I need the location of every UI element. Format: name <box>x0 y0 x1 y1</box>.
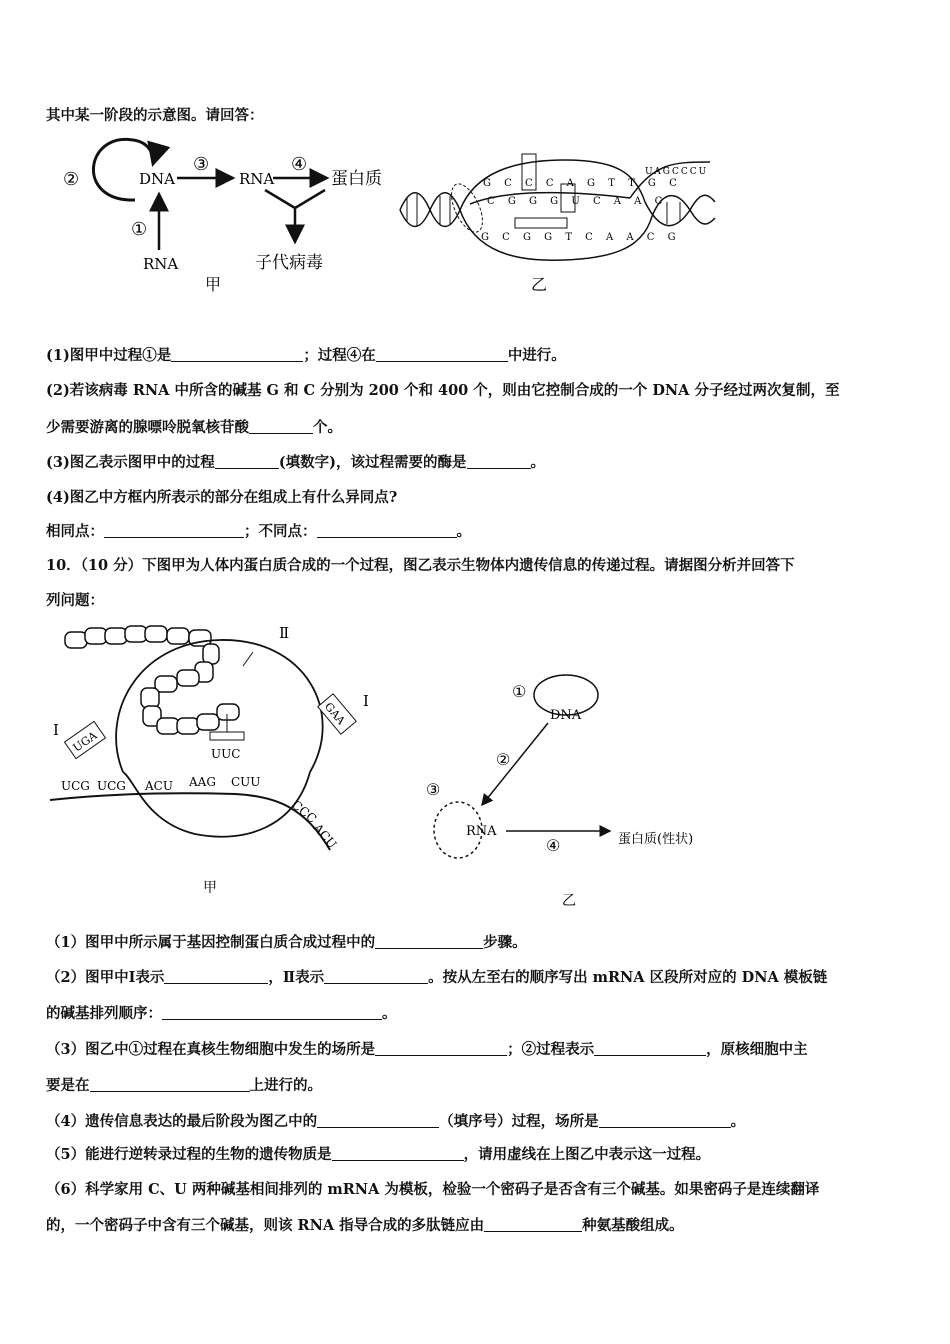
q10-s3b: 要是在 上进行的。 <box>46 1077 322 1094</box>
blank-q9-3a[interactable] <box>215 454 279 469</box>
q9-2a: (2)若该病毒 RNA 中所含的碱基 G 和 C 分别为 200 个和 400 个，则由它控制合成的一个 DNA 分子经过两次复制，至 <box>46 382 840 399</box>
q9-4: (4)图乙中方框内所表示的部分在组成上有什么异同点? <box>46 489 398 506</box>
figure-c <box>45 622 390 902</box>
q9-1: (1)图甲中过程①是 ；过程④在 中进行。 <box>46 347 566 364</box>
fig-a-protein: 蛋白质 <box>331 169 382 189</box>
blank-q10-4b[interactable] <box>599 1113 731 1128</box>
fig-a-dna: DNA <box>139 170 175 188</box>
blank-q9-3b[interactable] <box>467 454 531 469</box>
blank-q10-2b[interactable] <box>324 969 428 984</box>
fig-c-trna-right: GAA <box>321 700 348 728</box>
blank-q10-1[interactable] <box>375 934 483 949</box>
blank-q10-2a[interactable] <box>164 969 268 984</box>
q10-s6a: （6）科学家用 C、U 两种碱基相间排列的 mRNA 为模板，检验一个密码子是否含有三个碱基。如果密码子是连续翻译 <box>46 1181 820 1198</box>
q9-2b: 少需要游离的腺嘌呤脱氧核苷酸 个。 <box>46 419 342 436</box>
intro-text: 其中某一阶段的示意图。请回答： <box>46 107 264 124</box>
fig-c-label1b: Ⅰ <box>363 692 369 710</box>
fig-d-rna: RNA <box>466 824 497 839</box>
q10-s3: （3）图乙中①过程在真核生物细胞中发生的场所是 ；②过程表示 ，原核细胞中主 <box>46 1041 808 1058</box>
fig-c-codon-7: ACU <box>310 820 340 852</box>
fig-c-label2: Ⅱ <box>279 624 290 642</box>
fig-a-n1: ① <box>131 219 148 240</box>
fig-c-codon-5: CUU <box>231 775 261 789</box>
blank-q10-3b[interactable] <box>594 1041 706 1056</box>
q10-s1: （1）图甲中所示属于基因控制蛋白质合成过程中的 步骤。 <box>46 934 527 951</box>
figure-a <box>55 132 400 297</box>
fig-b-middle-strand: C G G G U C A A C <box>487 196 668 207</box>
fig-c-caption: 甲 <box>203 880 217 896</box>
blank-q10-6[interactable] <box>484 1217 582 1232</box>
fig-a-n2: ② <box>63 169 80 190</box>
q10-head: 10．（10 分）下图甲为人体内蛋白质合成的一个过程，图乙表示生物体内遗传信息的传递过程。请据图分析并回答下 <box>46 557 795 574</box>
q10-s6b: 的，一个密码子中含有三个碱基，则该 RNA 指导合成的多肽链应由 种氨基酸组成。 <box>46 1217 684 1234</box>
fig-c-trna-center: UUC <box>211 747 241 761</box>
q10-s2b: 的碱基排列顺序： 。 <box>46 1005 397 1022</box>
fig-d-dna: DNA <box>550 708 582 723</box>
blank-q10-5[interactable] <box>332 1146 464 1161</box>
q10-s5: （5）能进行逆转录过程的生物的遗传物质是 ，请用虚线在上图乙中表示这一过程。 <box>46 1146 711 1163</box>
fig-d-caption: 乙 <box>562 893 576 909</box>
fig-c-codon-3: ACU <box>145 779 173 793</box>
fig-c-codon-2: UCG <box>97 779 126 793</box>
blank-q9-1a[interactable] <box>171 347 303 362</box>
q9-3: (3)图乙表示图甲中的过程 (填数字)，该过程需要的酶是 。 <box>46 454 546 471</box>
fig-d-n4: ④ <box>546 836 561 855</box>
blank-q9-1b[interactable] <box>376 347 508 362</box>
blank-q10-2c[interactable] <box>162 1005 382 1020</box>
fig-a-n3: ③ <box>193 154 210 175</box>
figure-d <box>420 665 740 910</box>
fig-c-label1: Ⅰ <box>53 721 59 739</box>
q9-4b: 相同点： ；不同点： 。 <box>46 523 471 540</box>
fig-d-n2: ② <box>496 750 511 769</box>
fig-c-codon-4: AAG <box>189 775 216 789</box>
blank-q9-4b[interactable] <box>317 523 457 538</box>
fig-d-n1: ① <box>512 682 527 701</box>
fig-d-protein: 蛋白质(性状) <box>618 832 694 847</box>
fig-a-caption: 甲 <box>205 275 222 294</box>
fig-a-rna-src: RNA <box>143 255 179 273</box>
figure-b <box>395 132 725 297</box>
fig-b-bottom-strand: G C G G T C A A C G <box>481 232 681 243</box>
blank-q9-2[interactable] <box>249 419 313 434</box>
fig-a-rna: RNA <box>239 170 275 188</box>
fig-c-codon-1: UCG <box>61 779 90 793</box>
blank-q10-3a[interactable] <box>375 1041 507 1056</box>
fig-d-n3: ③ <box>426 780 441 799</box>
fig-c-codon-6: CCC <box>289 797 320 827</box>
fig-b-caption: 乙 <box>531 275 548 294</box>
blank-q10-3c[interactable] <box>90 1077 250 1092</box>
blank-q10-4a[interactable] <box>317 1113 439 1128</box>
blank-q9-4a[interactable] <box>104 523 244 538</box>
fig-b-tail: UAGCCCU <box>645 167 709 177</box>
fig-a-virus: 子代病毒 <box>255 253 323 273</box>
fig-a-n4: ④ <box>291 154 308 175</box>
q10-s2: （2）图甲中Ⅰ表示 ，Ⅱ表示 。按从左至右的顺序写出 mRNA 区段所对应的 DNA 模板链 <box>46 969 828 986</box>
fig-b-top-strand: G C C C A G T T G C <box>483 178 682 189</box>
q10-head2: 列问题： <box>46 592 104 609</box>
q10-s4: （4）遗传信息表达的最后阶段为图乙中的 （填序号）过程，场所是 。 <box>46 1113 746 1130</box>
fig-c-trna-left: UGA <box>70 729 100 755</box>
